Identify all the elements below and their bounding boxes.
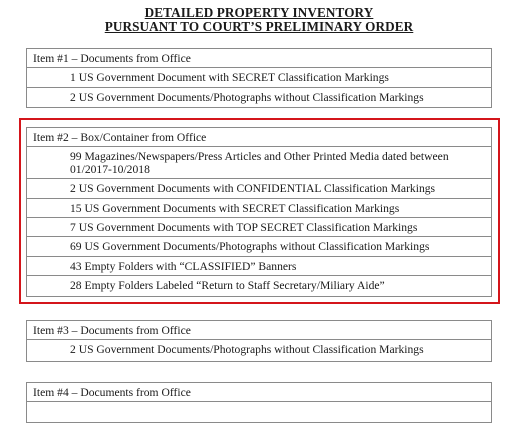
item-2-entry-4: 7 US Government Documents with TOP SECRET Classification Markings [27, 218, 491, 237]
item-2-title: Item #2 – Box/Container from Office [27, 128, 491, 147]
item-2-table [26, 127, 492, 297]
item-4-table [26, 382, 492, 423]
item-4-title: Item #4 – Documents from Office [27, 383, 491, 402]
item-1-entry-2: 2 US Government Documents/Photographs without Classification Markings [70, 91, 424, 104]
item-2-entry-1: 99 Magazines/Newspapers/Press Articles and Other Printed Media dated between 01/2017-10/2018 [27, 147, 491, 179]
item-2-entry-5: 69 US Government Documents/Photographs without Classification Markings [27, 237, 491, 257]
item-2-entry-3: 15 US Government Documents with SECRET Classification Markings [27, 199, 491, 218]
document-title: DETAILED PROPERTY INVENTORY [144, 5, 374, 20]
document-header [0, 6, 518, 34]
item-2-entry-6: 43 Empty Folders with “CLASSIFIED” Banners [27, 257, 491, 276]
item-2-entry-7: 28 Empty Folders Labeled “Return to Staff Secretary/Miliary Aide” [70, 279, 385, 292]
document-subtitle: PURSUANT TO COURT’S PRELIMINARY ORDER [104, 19, 414, 34]
item-4-entry-blank [27, 402, 491, 422]
item-1-entry-1: 1 US Government Document with SECRET Classification Markings [27, 68, 491, 88]
item-3-title: Item #3 – Documents from Office [27, 321, 491, 340]
item-3-table [26, 320, 492, 362]
item-1-table [26, 48, 492, 108]
item-3-entry-1: 2 US Government Documents/Photographs without Classification Markings [70, 343, 424, 356]
item-1-title: Item #1 – Documents from Office [27, 49, 491, 68]
item-2-entry-2: 2 US Government Documents with CONFIDENTIAL Classification Markings [27, 179, 491, 199]
